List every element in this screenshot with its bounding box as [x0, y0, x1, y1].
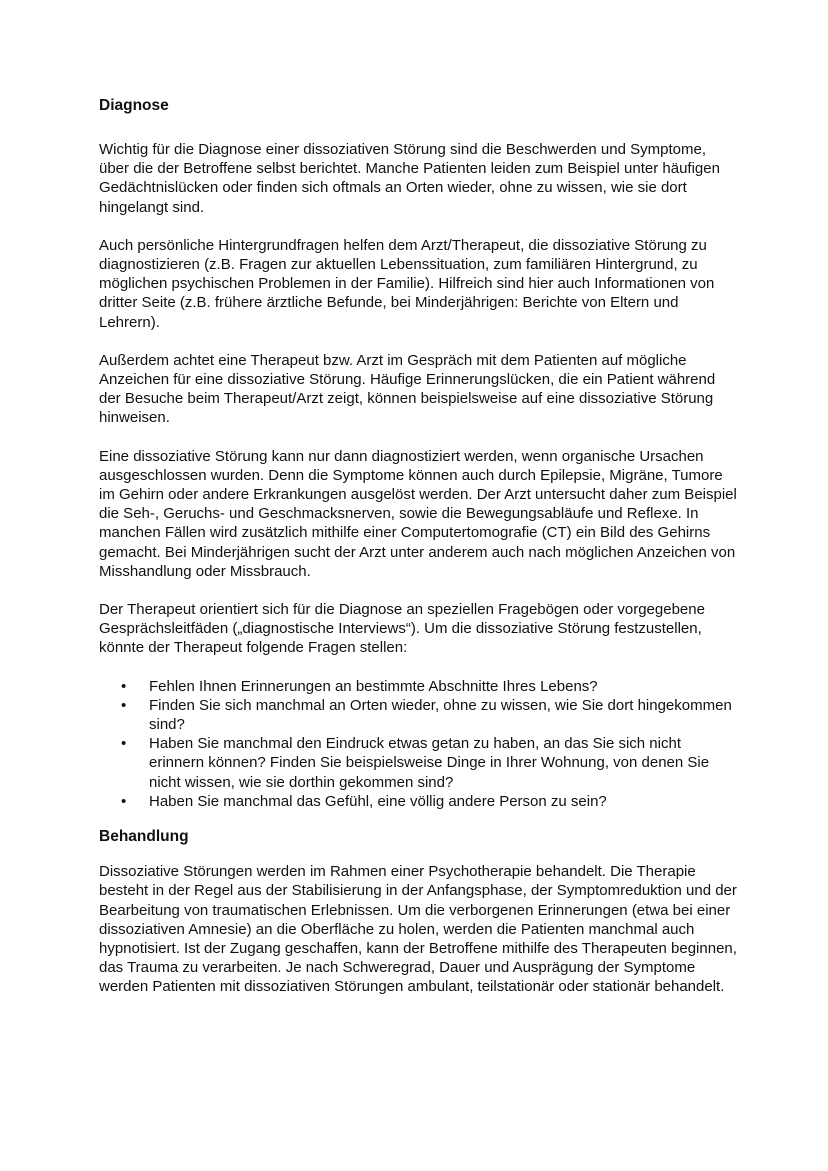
list-item: • Finden Sie sich manchmal an Orten wieder, ohne zu wissen, wie Sie dort hingekommen sind? — [99, 696, 738, 734]
paragraph-signs: Außerdem achtet eine Therapeut bzw. Arzt im Gespräch mit dem Patienten auf mögliche Anzeichen für eine dissoziative Störung. Häufige Erinnerungslücken, die ein Patient während der Besuche beim Therapeut/Arzt zeigt, können beispielsweise auf eine dissoziative Störung hinweisen. — [99, 351, 716, 427]
heading-diagnose: Diagnose — [99, 97, 169, 114]
paragraph-organic-causes: Eine dissoziative Störung kann nur dann diagnostiziert werden, wenn organische Ursachen ausgeschlossen wurden. Denn die Symptome können auch durch Epilepsie, Migräne, Tumore im Gehirn oder andere Erkrankungen ausgelöst werden. Der Arzt untersucht daher zum Beispiel die Seh-, Geruchs- und Geschmacksnerven, sowie die Bewegungsabläufe und Reflexe. In manchen Fällen wird zusätzlich mithilfe einer Computertomografie (CT) ein Bild des Gehirns gemacht. Bei Minderjährigen sucht der Arzt unter anderem auch nach möglichen Anzeichen von Misshandlung oder Missbrauch. — [99, 447, 737, 580]
heading-behandlung: Behandlung — [99, 828, 189, 846]
paragraph-questionnaires: Der Therapeut orientiert sich für die Diagnose an speziellen Fragebögen oder vorgegebene Gesprächsleitfäden („diagnostische Interviews“). Um die dissoziative Störung festzustellen, könnte der Therapeut folgende Fragen stellen: — [99, 601, 705, 657]
question-list — [99, 677, 738, 811]
paragraph-symptoms: Wichtig für die Diagnose einer dissoziativen Störung sind die Beschwerden und Symptome, über die der Betroffene selbst berichtet. Manche Patienten leiden zum Beispiel unter häufigen Gedächtnislücken oder finden sich oftmals an Orten wieder, ohne zu wissen, wie sie dort hingelangt sind. — [99, 141, 720, 216]
list-item: • Haben Sie manchmal das Gefühl, eine völlig andere Person zu sein? — [99, 792, 738, 811]
list-item: • Haben Sie manchmal den Eindruck etwas getan zu haben, an das Sie sich nicht erinnern können? Finden Sie beispielsweise Dinge in Ihrer Wohnung, von denen Sie nicht wissen, wie sie dorthin gekommen sind? — [99, 734, 738, 792]
paragraph-treatment: Dissoziative Störungen werden im Rahmen einer Psychotherapie behandelt. Die Therapie besteht in der Regel aus der Stabilisierung in der Anfangsphase, der Symptomreduktion und der Bearbeitung von traumatischen Erlebnissen. Um die verborgenen Erinnerungen (etwa bei einer dissoziativen Amnesie) an die Oberfläche zu holen, werden die Patienten manchmal auch hypnotisiert. Ist der Zugang geschaffen, kann der Betroffene mithilfe des Therapeuten beginnen, das Trauma zu verarbeiten. Je nach Schweregrad, Dauer und Ausprägung der Symptome werden Patienten mit dissoziativen Störungen ambulant, teilstationär oder stationär behandelt. — [99, 863, 737, 996]
paragraph-background-questions: Auch persönliche Hintergrundfragen helfen dem Arzt/Therapeut, die dissoziative Störung zu diagnostizieren (z.B. Fragen zur aktuellen Lebenssituation, zum familiären Hintergrund, zu möglichen psychischen Problemen in der Familie). Hilfreich sind hier auch Informationen von dritter Seite (z.B. frühere ärztliche Befunde, bei Minderjährigen: Berichte von Eltern und Lehrern). — [99, 236, 715, 331]
list-item: • Fehlen Ihnen Erinnerungen an bestimmte Abschnitte Ihres Lebens? — [99, 677, 738, 696]
